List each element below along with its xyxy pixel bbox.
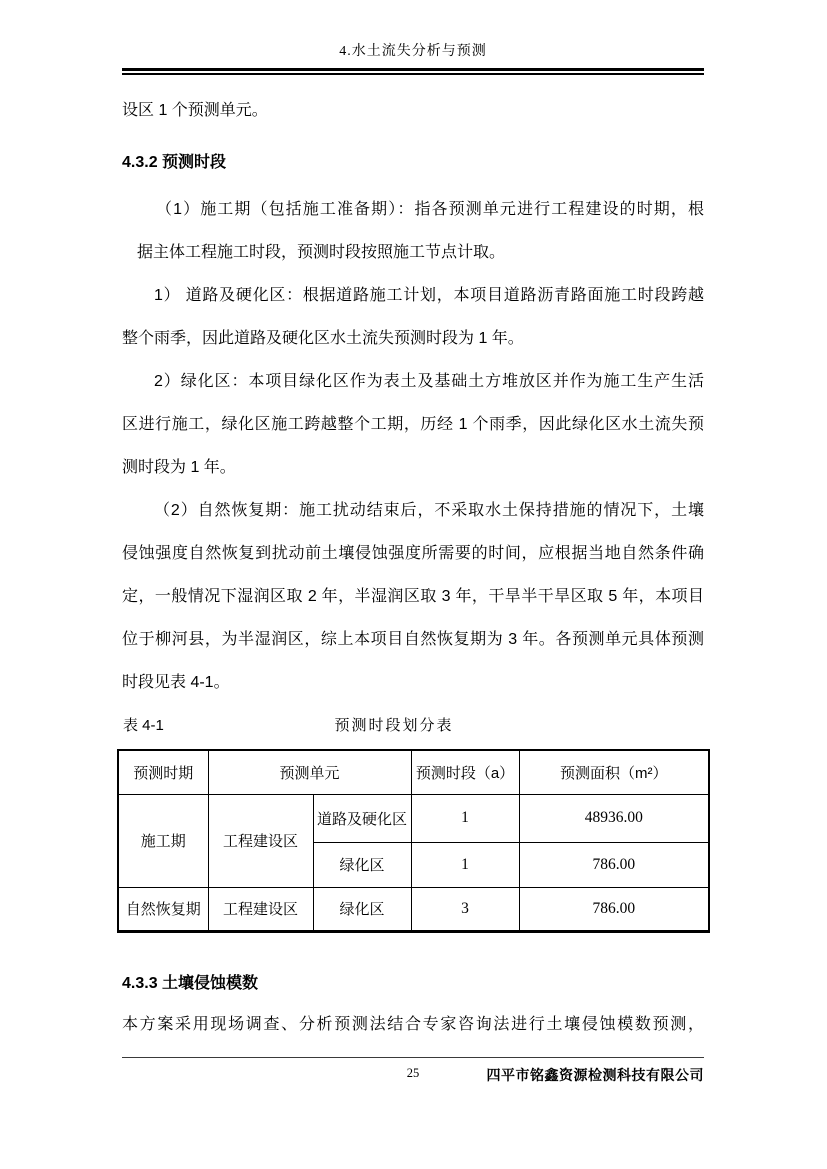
text-line: 2）绿化区：本项目绿化区作为表土及基础土方堆放区并作为施工生产生活 — [154, 373, 704, 390]
text-line: （1）施工期（包括施工准备期）：指各预测单元进行工程建设的时期，根 — [156, 201, 704, 218]
cell-sub-unit: 道路及硬化区 — [313, 794, 411, 842]
table-caption-title: 预测时段划分表 — [334, 717, 454, 734]
text-line: 1） 道路及硬化区：根据道路施工计划，本项目道路沥青路面施工时段跨越 — [154, 287, 704, 304]
text-line: 设区 1 个预测单元。 — [122, 102, 268, 119]
cell-area: 786.00 — [519, 842, 709, 887]
table-row — [118, 794, 709, 842]
cell-area: 786.00 — [519, 887, 709, 931]
col-header-duration: 预测时段（a） — [411, 750, 519, 794]
paragraph — [122, 188, 704, 274]
header-double-rule — [122, 68, 704, 75]
running-header-title: 4.水土流失分析与预测 — [339, 44, 487, 59]
cell-duration: 1 — [411, 794, 519, 842]
section-heading-433: 4.3.3 土壤侵蚀模数 — [122, 974, 259, 992]
cell-duration: 1 — [411, 842, 519, 887]
text-line: （2）自然恢复期：施工扰动结束后，不采取水土保持措施的情况下，土壤 — [154, 502, 704, 519]
cell-unit: 工程建设区 — [208, 794, 313, 887]
text-line: 据主体工程施工时段，预测时段按照施工节点计取。 — [137, 244, 506, 261]
text-line: 区进行施工，绿化区施工跨越整个工期，历经 1 个雨季，因此绿化区水土流失预 — [122, 416, 704, 433]
cell-sub-unit: 绿化区 — [313, 887, 411, 931]
page-content — [122, 0, 704, 1046]
page-number: 25 — [406, 1066, 420, 1080]
table-row — [118, 887, 709, 931]
section-heading-432: 4.3.2 预测时段 — [122, 154, 227, 171]
paragraph — [122, 1003, 704, 1046]
cell-duration: 3 — [411, 887, 519, 931]
col-header-area: 预测面积（m²） — [519, 750, 709, 794]
prediction-period-table — [117, 749, 710, 933]
col-header-unit: 预测单元 — [208, 750, 411, 794]
paragraph — [122, 489, 704, 704]
running-header — [122, 0, 704, 75]
table-caption — [122, 704, 704, 747]
text-line: 测时段为 1 年。 — [122, 459, 236, 476]
paragraph — [122, 274, 704, 360]
footer-company-name: 四平市铭鑫资源检测科技有限公司 — [486, 1067, 704, 1083]
text-line: 侵蚀强度自然恢复到扰动前土壤侵蚀强度所需要的时间，应根据当地自然条件确 — [122, 545, 704, 562]
text-line: 定，一般情况下湿润区取 2 年，半湿润区取 3 年，干旱半干旱区取 5 年，本项目 — [122, 588, 704, 605]
text-line: 时段见表 4-1。 — [122, 674, 230, 691]
cell-period: 施工期 — [118, 794, 208, 887]
cell-sub-unit: 绿化区 — [313, 842, 411, 887]
cell-unit: 工程建设区 — [208, 887, 313, 931]
table-header-row — [118, 750, 709, 794]
paragraph-intro — [122, 89, 704, 132]
cell-period: 自然恢复期 — [118, 887, 208, 931]
table-caption-label: 表 4-1 — [123, 717, 164, 734]
paragraph — [122, 360, 704, 489]
cell-area: 48936.00 — [519, 794, 709, 842]
text-line: 位于柳河县，为半湿润区，综上本项目自然恢复期为 3 年。各预测单元具体预测 — [122, 631, 704, 648]
col-header-period: 预测时期 — [118, 750, 208, 794]
text-line: 本方案采用现场调查、分析预测法结合专家咨询法进行土壤侵蚀模数预测， — [122, 1015, 704, 1033]
text-line: 整个雨季，因此道路及硬化区水土流失预测时段为 1 年。 — [122, 330, 524, 347]
page-footer — [122, 1057, 704, 1098]
